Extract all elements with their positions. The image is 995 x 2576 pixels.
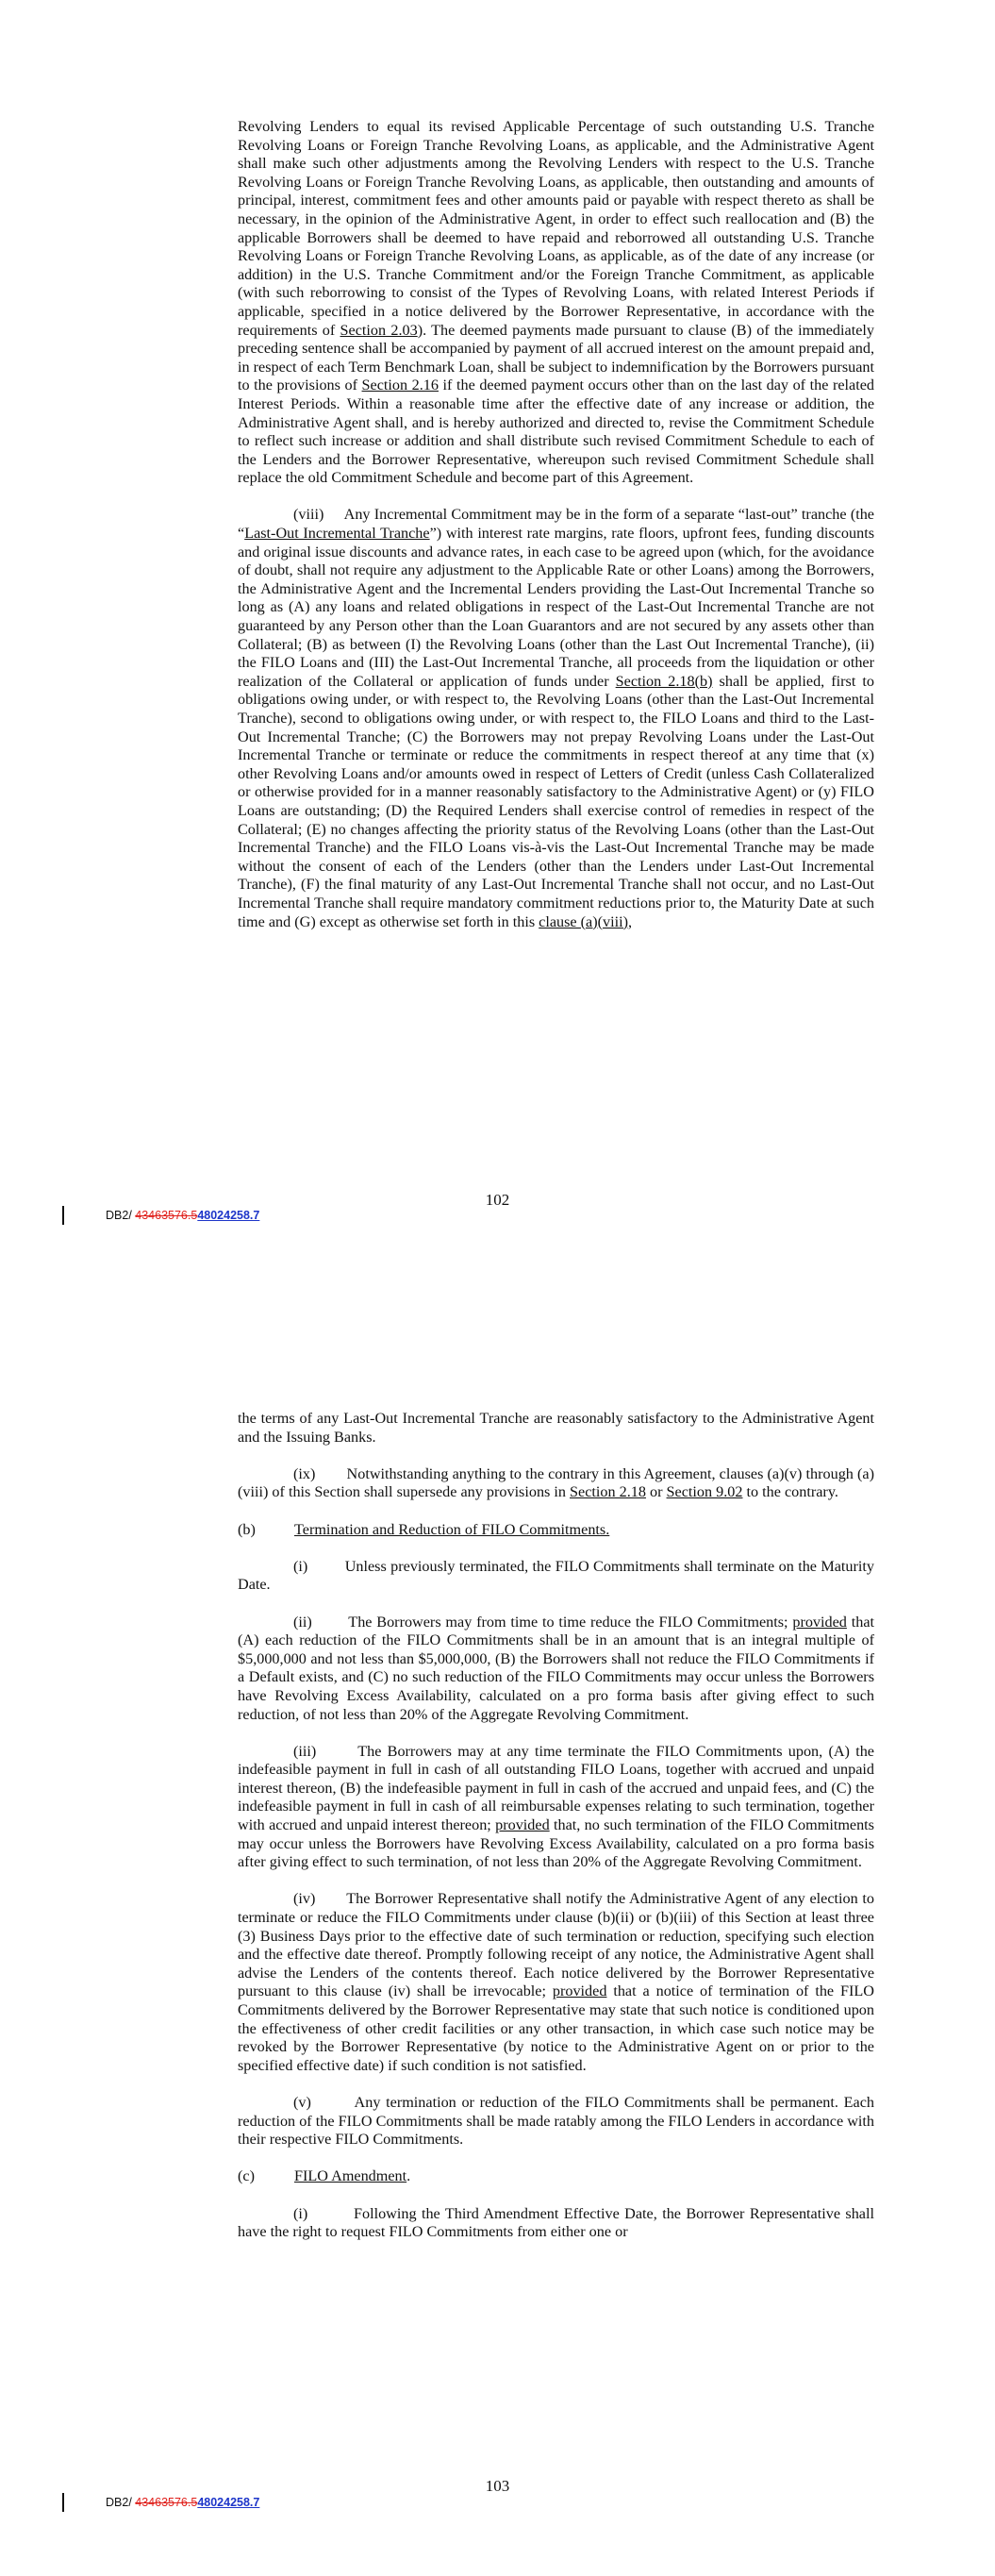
document-id-footer — [106, 2496, 259, 2509]
text-run: (ix) Notwithstanding anything to the contrary in this Agreement, clauses (a)(v) through (a)(viii) of this Section shall supersede any provisions in — [238, 1464, 874, 1501]
cross-reference: Section 2.03 — [340, 321, 418, 339]
cross-reference: Section 9.02 — [666, 1483, 743, 1501]
text-run: (v) Any termination or reduction of the FILO Commitments shall be permanent. Each reduction of the FILO Commitments shall be made ratably among the FILO Lenders in accordance with their respective FILO Commitments. — [238, 2093, 874, 2149]
paragraph-b-iv — [238, 1890, 874, 2075]
paragraph-ix — [238, 1465, 874, 1502]
section-number: (b) — [238, 1520, 256, 1538]
text-run: (iv) The Borrower Representative shall notify the Administrative Agent of any election to terminate or reduce the FILO Commitments under clause (b)(ii) or (b)(iii) of this Section at least three (3) Business Days prior to the effective date of such termination or reduction, specifying such election and the effective date thereof. Promptly following receipt of any notice, the Administrative Agent shall advise the Lenders of the contents thereof. Each notice delivered by the Borrower Representative pursuant to this clause (iv) shall be irrevocable; — [238, 1890, 874, 2000]
text-run: (i) Unless previously terminated, the FILO Commitments shall terminate on the Maturity Date. — [238, 1557, 874, 1594]
deleted-document-id: 43463576.5 — [135, 2496, 198, 2509]
footer-prefix: DB2/ — [106, 1209, 136, 1222]
cross-reference: Last-Out Incremental Tranche — [244, 525, 430, 543]
inserted-document-id: 48024258.7 — [197, 1209, 260, 1222]
paragraph-viii-last-out-tranche — [238, 506, 874, 931]
cross-reference: provided — [792, 1613, 847, 1631]
section-title: Termination and Reduction of FILO Commitments. — [294, 1520, 610, 1538]
paragraph-b-i — [238, 1558, 874, 1595]
text-run: ). The deemed payments made pursuant to clause (B) of the immediately preceding sentence shall be accompanied by payment of all accrued interest on the amount prepaid and, in respect of each Term Benchmark Loan, shall be subject to indemnification by the Borrowers pursuant to the provisions of — [238, 321, 874, 394]
section-title-period: . — [406, 2167, 411, 2185]
text-run: (iii) The Borrowers may at any time terminate the FILO Commitments upon, (A) the indefeasible payment in full in cash of all outstanding FILO Loans, together with accrued and unpaid interest thereon, (B) the indefeasible payment in full in cash of the accrued and unpaid fees, and (C) the indefeasible payment in full in cash of all reimbursable expenses relating to such termination, together with accrued and unpaid interest thereon; — [238, 1742, 874, 1834]
cross-reference: clause (a)(viii) — [539, 912, 628, 930]
inserted-document-id: 48024258.7 — [197, 2496, 260, 2509]
section-heading-c — [238, 2167, 874, 2186]
text-run: (viii) Any Incremental Commitment may be in the form of a separate “last-out” tranche (the “ — [238, 506, 874, 543]
text-run: that a notice of termination of the FILO Commitments delivered by the Borrower Representative may state that such notice is conditioned upon the effectiveness of other credit facilities or any other transaction, in which case such notice may be revoked by the Borrower Representative (by notice to the Administrative Agent on or prior to the specified effective date) if such condition is not satisfied. — [238, 1982, 874, 2074]
document-id-footer — [106, 1209, 259, 1222]
paragraph-b-ii — [238, 1614, 874, 1725]
section-number: (c) — [238, 2167, 255, 2185]
section-title: FILO Amendment — [294, 2167, 407, 2185]
text-run: ”) with interest rate margins, rate floors, upfront fees, funding discounts and original issue discounts and advance rates, in each case to be agreed upon (which, for the avoidance of doubt, shall not require any adjustment to the Applicable Rate or other Loans) among the Borrowers, the Administrative Agent and the Incremental Lenders providing the Last-Out Incremental Tranche so long as (A) any loans and related obligations in respect of the Last-Out Incremental Tranche are not guaranteed by any Person other than the Loan Guarantors and are not secured by any assets other than Collateral; (B) as between (I) the Revolving Loans (other than the Last Out Incremental Tranche), (ii) the FILO Loans and (III) the Last-Out Incremental Tranche, all proceeds from the liquidation or other realization of the Collateral or application of funds under — [238, 525, 874, 690]
paragraph-c-i — [238, 2205, 874, 2242]
cross-reference: provided — [552, 1982, 607, 2000]
document-page-103 — [0, 1288, 995, 2576]
text-run: (i) Following the Third Amendment Effective Date, the Borrower Representative shall have the right to request FILO Commitments from either one or — [238, 2204, 874, 2241]
text-run: the terms of any Last-Out Incremental Tranche are reasonably satisfactory to the Administrative Agent and the Issuing Banks. — [238, 1410, 874, 1446]
cross-reference: Section 2.18 — [570, 1483, 646, 1501]
section-heading-b — [238, 1521, 874, 1540]
change-bar — [62, 2493, 64, 2512]
text-run: , — [628, 912, 633, 930]
paragraph-b-iii — [238, 1743, 874, 1872]
paragraph-b-v — [238, 2094, 874, 2149]
text-run: if the deemed payment occurs other than on the last day of the related Interest Periods. Within a reasonable time after the effective date of any increase or addition, the Administrative Agent shall, and is hereby authorized and directed to, revise the Commitment Schedule to reflect such increase or addition and shall distribute such revised Commitment Schedule to each of the Lenders and the Borrower Representative, whereupon such revised Commitment Schedule shall replace the old Commitment Schedule and become part of this Agreement. — [238, 376, 874, 487]
page-number: 102 — [485, 1191, 510, 1209]
paragraph-commitment-reallocation — [238, 118, 874, 488]
text-run: that (A) each reduction of the FILO Commitments shall be in an amount that is an integral multiple of $5,000,000 and not less than $5,000,000, (B) the Borrowers shall not reduce the FILO Commitments if a Default exists, and (C) no such reduction of the FILO Commitments may occur unless the Borrowers have Revolving Excess Availability, calculated on a pro forma basis after giving effect to such reduction, of not less than 20% of the Aggregate Revolving Commitment. — [238, 1613, 874, 1723]
text-run: or — [645, 1483, 667, 1501]
text-run: Revolving Lenders to equal its revised Applicable Percentage of such outstanding U.S. Tranche Revolving Loans or Foreign Tranche Revolving Loans, as applicable, and the Administrative Agent shall make such other adjustments among the Revolving Lenders with respect to the U.S. Tranche Revolving Loans or Foreign Tranche Revolving Loans, as applicable, then outstanding and amounts of principal, interest, commitment fees and other amounts paid or payable with respect thereto as shall be necessary, in the opinion of the Administrative Agent, in order to effect such reallocation and (B) the applicable Borrowers shall be deemed to have repaid and reborrowed all outstanding U.S. Tranche Revolving Loans or Foreign Tranche Revolving Loans, as applicable, as of the date of any increase (or addition) in the U.S. Tranche Commitment and/or the Foreign Tranche Commitment, as applicable (with such reborrowing to consist of the Types of Revolving Loans, with related Interest Periods if applicable, specified in a notice delivered by the Borrower Representative, in accordance with the requirements of — [238, 118, 874, 339]
cross-reference: provided — [495, 1816, 550, 1834]
text-run: to the contrary. — [742, 1483, 838, 1501]
text-run: (ii) The Borrowers may from time to time reduce the FILO Commitments; — [293, 1613, 793, 1631]
cross-reference: Section 2.16 — [361, 376, 439, 394]
cross-reference: Section 2.18(b) — [615, 672, 713, 690]
paragraph-continuation — [238, 1410, 874, 1447]
text-run: shall be applied, first to obligations owing under, or with respect to, the Revolving Loans (other than the Last-Out Incremental Tranche), second to obligations owing under, or with respect to, the FILO Loans and third to the Last-Out Incremental Tranche; (C) the Borrowers may not prepay Revolving Loans under the Last-Out Incremental Tranche or terminate or reduce the commitments in respect thereof at any time that (x) other Revolving Loans and/or amounts owed in respect of Letters of Credit (unless Cash Collateralized or otherwise provided for in a manner reasonably satisfactory to the Administrative Agent) or (y) FILO Loans are outstanding; (D) the Required Lenders shall exercise control of remedies in respect of the Collateral; (E) no changes affecting the priority status of the Revolving Loans (other than the Last-Out Incremental Tranche) and the FILO Loans vis-à-vis the Last-Out Incremental Tranche may be made without the consent of each of the Lenders (other than the Lenders under Last-Out Incremental Tranche), (F) the final maturity of any Last-Out Incremental Tranche shall not occur, and no Last-Out Incremental Tranche shall require mandatory commitment reductions prior to, the Maturity Date at such time and (G) except as otherwise set forth in this — [238, 672, 874, 930]
page-103-body — [238, 1410, 874, 2260]
page-number: 103 — [485, 2477, 510, 2495]
page-102-body — [238, 118, 874, 950]
deleted-document-id: 43463576.5 — [135, 1209, 198, 1222]
text-run: that, no such termination of the FILO Commitments may occur unless the Borrowers have Revolving Excess Availability, calculated on a pro forma basis after giving effect to such termination, of not less than 20% of the Aggregate Revolving Commitment. — [238, 1816, 874, 1871]
footer-prefix: DB2/ — [106, 2496, 136, 2509]
